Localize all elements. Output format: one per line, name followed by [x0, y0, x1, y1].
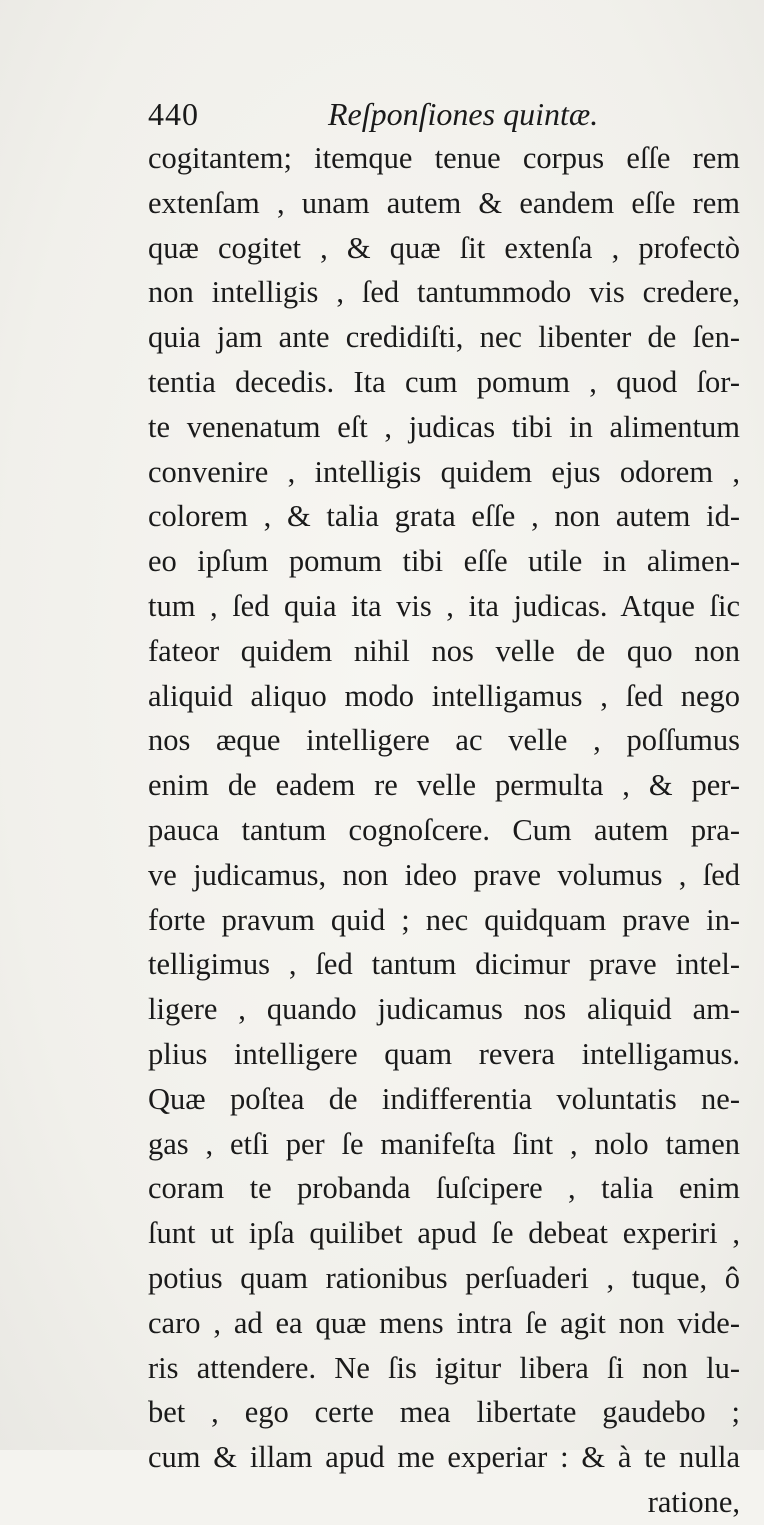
- text-line: aliquid aliquo modo intelligamus , ſed nego: [148, 678, 740, 713]
- text-line: plius intelligere quam revera intelligamus.: [148, 1036, 740, 1071]
- text-line: gas , etſi per ſe manifeſta ſint , nolo tamen: [148, 1126, 740, 1161]
- text-line: telligimus , ſed tantum dicimur prave intel-: [148, 947, 740, 982]
- text-line: tentia decedis. Ita cum pomum , quod ſor-: [148, 364, 740, 399]
- text-line: ris attendere. Ne ſis igitur libera ſi non lu-: [148, 1350, 740, 1385]
- text-line: pauca tantum cognoſcere. Cum autem pra-: [148, 812, 740, 847]
- text-line: caro , ad ea quæ mens intra ſe agit non vide-: [148, 1305, 740, 1340]
- text-line: eo ipſum pomum tibi eſſe utile in alimen-: [148, 544, 740, 579]
- text-line: enim de eadem re velle permulta , & per-: [148, 768, 740, 803]
- text-line: cum & illam apud me experiar : & à te nulla: [148, 1440, 740, 1475]
- text-line: ligere , quando judicamus nos aliquid am-: [148, 992, 740, 1027]
- running-title: Reſponſiones quintæ.: [328, 96, 599, 132]
- text-line: cogitantem; itemque tenue corpus eſſe rem: [148, 141, 740, 175]
- text-line: coram te probanda ſuſcipere , talia enim: [148, 1171, 740, 1206]
- text-line: bet , ego certe mea libertate gaudebo ;: [148, 1395, 740, 1430]
- running-head: [148, 96, 748, 136]
- text-line: potius quam rationibus perſuaderi , tuque, ô: [148, 1260, 740, 1295]
- text-line: nos æque intelligere ac velle , poſſumus: [148, 723, 740, 758]
- text-line: ſunt ut ipſa quilibet apud ſe debeat experiri ,: [148, 1216, 740, 1251]
- text-line: convenire , intelligis quidem ejus odorem ,: [148, 454, 740, 489]
- text-line: quæ cogitet , & quæ ſit extenſa , profectò: [148, 230, 740, 265]
- text-line: fateor quidem nihil nos velle de quo non: [148, 633, 740, 668]
- text-line: non intelligis , ſed tantummodo vis credere,: [148, 275, 740, 310]
- text-line: colorem , & talia grata eſſe , non autem id-: [148, 499, 740, 534]
- text-line: te venenatum eſt , judicas tibi in alimentum: [148, 409, 740, 444]
- text-line: ve judicamus, non ideo prave volumus , ſed: [148, 857, 740, 892]
- text-line: extenſam , unam autem & eandem eſſe rem: [148, 185, 740, 220]
- text-line: quia jam ante credidiſti, nec libenter de ſen-: [148, 320, 740, 355]
- page-number: 440: [148, 96, 199, 132]
- text-line: tum , ſed quia ita vis , ita judicas. Atque ſic: [148, 588, 740, 623]
- text-line: forte pravum quid ; nec quidquam prave in-: [148, 902, 740, 937]
- text-line: Quæ poſtea de indifferentia voluntatis ne-: [148, 1081, 740, 1116]
- body-text: [148, 136, 740, 1525]
- catchword: ratione,: [647, 1484, 740, 1519]
